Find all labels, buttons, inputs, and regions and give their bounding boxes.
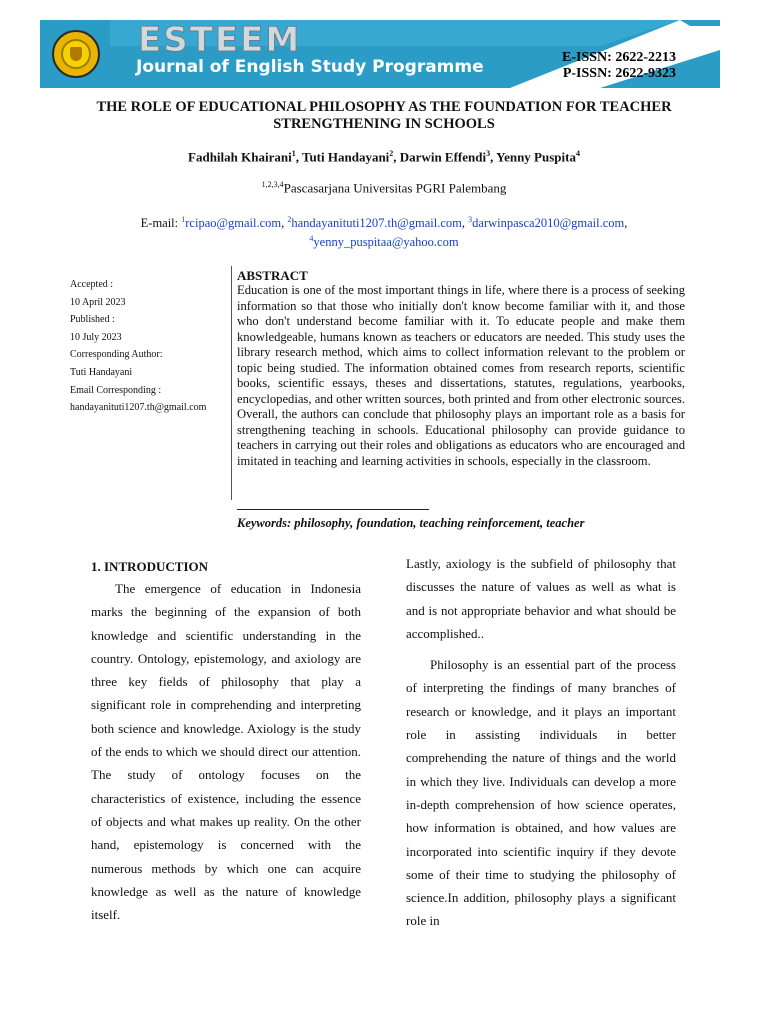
body-column-left (91, 557, 361, 926)
published-date: 10 July 2023 (70, 331, 122, 343)
section-heading: 1. INTRODUCTION (91, 559, 209, 574)
email-link[interactable]: $^3$darwinpasca2010@gmail.com (468, 215, 625, 231)
email-link[interactable]: $^1$rcipao@gmail.com (181, 215, 282, 231)
author-name: Darwin Effendi (399, 149, 487, 165)
e-issn: E-ISSN: 2622-2213 (562, 50, 676, 65)
email-list: E-mail: $^1$rcipao@gmail.com, $^2$handayanituti1207.th@gmail.com, $^3$darwinpasca2010@gmail.com, $^4$yenny_puspitaa@yahoo.com (140, 215, 628, 250)
author-list: Fadhilah Khairani$^1$, Tuti Handayani$^2$, Darwin Effendi$^3$, Yenny Puspita$^4$ (188, 149, 580, 165)
author-name: Yenny Puspita (496, 149, 576, 165)
keywords: Keywords: philosophy, foundation, teaching reinforcement, teacher (237, 516, 585, 530)
meta-divider (231, 266, 232, 500)
university-logo (52, 30, 100, 78)
body-paragraph: Philosophy is an essential part of the process of interpreting the findings of many branches of research or knowledge, and it plays an important role in assisting individuals in better comprehending the nature of things and the world in which they live. Individuals can develop a more in-depth comprehension of how science operates, how information is obtained, and how values are incorporated into scientific inquiry if they devote some of their time to studying the philosophy of science.In addition, philosophy plays a significant role in (406, 657, 676, 929)
body-paragraph: Lastly, axiology is the subfield of philosophy that discusses the nature of values as well as what is and is not appropriate behavior and what should be accomplished.. (406, 556, 676, 641)
journal-banner (40, 20, 720, 88)
article-meta (70, 276, 235, 417)
journal-brand: ESTEEM (138, 20, 302, 60)
author-name: Fadhilah Khairani (188, 149, 292, 165)
accepted-date: 10 April 2023 (70, 296, 126, 308)
body-column-right (406, 557, 676, 933)
abstract-text: Education is one of the most important things in life, where there is a process of seeking information so that those who initially don't know become familiar with it, and those who don't understand become familiar with it. To educate people and make them knowledgeable, humans known as teachers or educators are needed. This study uses the library research method, which aims to collect information relevant to the problem or topic being studied. The information obtained comes from research reports, scientific books, scientific essays, theses and dissertations, statutes, regulations, yearbooks, encyclopedias, and other written sources, both printed and from other electronic sources. Overall, the authors can conclude that philosophy plays an important role as a basis for strengthening teaching in schools. Educational philosophy can provide guidance to teachers in carrying out their roles and obligations as educators who are encouraged and imitated in teaching and learning activities in schools, especially in the classroom. (237, 283, 685, 468)
corresponding-label: Corresponding Author: (70, 349, 163, 361)
published-label: Published : (70, 314, 115, 326)
corresponding-name: Tuti Handayani (70, 366, 133, 378)
abstract-heading: ABSTRACT (237, 268, 308, 283)
paper-title: THE ROLE OF EDUCATIONAL PHILOSOPHY AS THE FOUNDATION FOR TEACHER STRENGTHENING IN SCHOOLS (96, 99, 672, 132)
author-name: Tuti Handayani (301, 149, 390, 165)
journal-name: Journal of English Study Programme (136, 57, 484, 77)
p-issn: P-ISSN: 2622-9323 (562, 66, 676, 81)
email-corresponding: handayanituti1207.th@gmail.com (70, 402, 207, 414)
abstract-rule (237, 509, 429, 510)
email-link[interactable]: $^2$handayanituti1207.th@gmail.com (287, 215, 462, 231)
accepted-label: Accepted : (70, 279, 114, 290)
body-paragraph: The emergence of education in Indonesia marks the beginning of the expansion of both knowledge and scientific understanding in the country. Ontology, epistemology, and axiology are three key fields of philosophy that play a significant role in comprehending and interpreting both science and knowledge. Axiology is the study of the ends to which we should direct our attention. The study of ontology focuses on the characteristics of existence, including the essence of objects and what makes up reality. On the other hand, epistemology is concerned with the numerous methods by which one can acquire knowledge as well as the nature of knowledge itself. (91, 581, 361, 923)
affiliation: $^{1,2,3,4}$Pascasarjana Universitas PGRI Palembang (261, 180, 507, 196)
email-link[interactable]: $^4$yenny_puspitaa@yahoo.com (309, 234, 459, 250)
email-corresponding-label: Email Corresponding : (70, 384, 162, 396)
